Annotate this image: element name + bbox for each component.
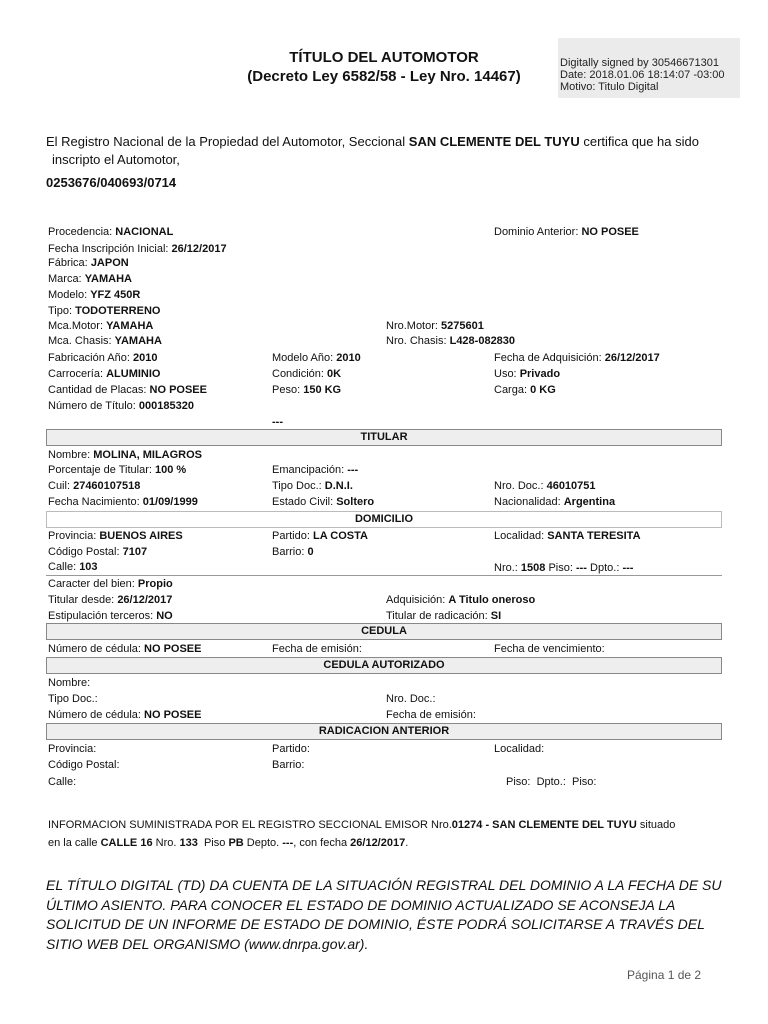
- nro-doc-row: [494, 480, 596, 492]
- estado-civil-row: [272, 496, 374, 508]
- fabrica-row: [48, 257, 129, 269]
- adquisicion-value: A Titulo oneroso: [448, 594, 536, 606]
- cedula-autorizado-header: CEDULA AUTORIZADO: [46, 657, 722, 674]
- cedula-numero-label: Número de cédula:: [48, 643, 141, 655]
- localidad-row: [494, 530, 641, 542]
- signature-line-3: Motivo: Titulo Digital: [560, 81, 659, 93]
- radicacion-anterior-header: RADICACION ANTERIOR: [46, 723, 722, 740]
- footer-fecha: 26/12/2017: [350, 837, 406, 849]
- peso-row: [272, 384, 341, 396]
- nro-piso-dpto-row: [494, 562, 633, 574]
- autorizado-tipo-doc-label: Tipo Doc.:: [48, 693, 98, 705]
- document-subtitle: (Decreto Ley 6582/58 - Ley Nro. 14467): [247, 68, 521, 85]
- footer-en-calle: en la calle: [48, 837, 98, 849]
- provincia-row: [48, 530, 183, 542]
- localidad-label: Localidad:: [494, 530, 545, 542]
- intro-prefix: El Registro Nacional de la Propiedad del Automotor, Seccional: [46, 134, 406, 149]
- signature-line-2: Date: 2018.01.06 18:14:07 -03:00: [560, 69, 725, 81]
- footer-piso: PB: [228, 837, 244, 849]
- signature-line-1: Digitally signed by 30546671301: [560, 57, 720, 69]
- nro-doc-label: Nro. Doc.:: [494, 480, 544, 492]
- carga-row: [494, 384, 556, 396]
- mca-motor-label: Mca.Motor:: [48, 320, 104, 332]
- tipo-doc-row: [272, 480, 353, 492]
- fabricacion-row: [48, 352, 157, 364]
- partido-label: Partido:: [272, 530, 310, 542]
- domicilio-header: DOMICILIO: [46, 511, 722, 528]
- mca-chasis-value: YAMAHA: [114, 335, 162, 347]
- cuil-row: [48, 480, 140, 492]
- caracter-row: [48, 578, 173, 590]
- placas-label: Cantidad de Placas:: [48, 384, 147, 396]
- tipo-row: [48, 305, 160, 317]
- mca-motor-row: [48, 320, 153, 332]
- uso-label: Uso:: [494, 368, 517, 380]
- rad-cp-label: Código Postal:: [48, 759, 120, 771]
- rad-barrio-label: Barrio:: [272, 759, 305, 771]
- page-number: Página 1 de 2: [627, 968, 702, 982]
- titular-nombre-value: MOLINA, MILAGROS: [93, 449, 203, 461]
- carga-label: Carga:: [494, 384, 528, 396]
- barrio-label: Barrio:: [272, 546, 305, 558]
- digital-signature-box: [558, 38, 740, 98]
- rad-localidad-label: Localidad:: [494, 743, 545, 755]
- uso-value: Privado: [519, 368, 561, 380]
- mca-chasis-label: Mca. Chasis:: [48, 335, 112, 347]
- rad-partido-label: Partido:: [272, 743, 310, 755]
- radicacion-row: [386, 610, 501, 622]
- emancipacion-row: [272, 464, 358, 476]
- fecha-adquisicion-label: Fecha de Adquisición:: [494, 352, 602, 364]
- dominio-anterior-value: NO POSEE: [581, 226, 639, 238]
- nro-chasis-value: L428-082830: [449, 335, 516, 347]
- dpto-label: Dpto.:: [590, 562, 620, 574]
- placas-row: [48, 384, 207, 396]
- rad-provincia-label: Provincia:: [48, 743, 97, 755]
- tipo-label: Tipo:: [48, 305, 73, 317]
- modelo-label: Modelo:: [48, 289, 88, 301]
- nro-titulo-row: [48, 400, 194, 412]
- rad-calle-label: Calle:: [48, 776, 77, 788]
- dominio-anterior-label: Dominio Anterior:: [494, 226, 579, 238]
- estipulacion-label: Estipulación terceros:: [48, 610, 154, 622]
- localidad-value: SANTA TERESITA: [547, 530, 641, 542]
- carga-value: 0 KG: [530, 384, 556, 396]
- condicion-value: 0K: [327, 368, 342, 380]
- fecha-inscripcion-row: [48, 243, 227, 255]
- titular-desde-row: [48, 594, 172, 606]
- radicacion-label: Titular de radicación:: [386, 610, 488, 622]
- nro-value: 1508: [520, 562, 546, 574]
- piso-label: Piso:: [548, 562, 573, 574]
- footer-calle: CALLE 16: [100, 837, 153, 849]
- partido-value: LA COSTA: [312, 530, 368, 542]
- nro-chasis-row: [386, 335, 515, 347]
- carroceria-label: Carrocería:: [48, 368, 104, 380]
- autorizado-numero-value: NO POSEE: [144, 709, 202, 721]
- estipulacion-value: NO: [156, 610, 173, 622]
- intro-line-2: inscripto el Automotor,: [52, 152, 180, 167]
- footer-situado: situado: [639, 819, 676, 831]
- radicacion-value: SI: [490, 610, 502, 622]
- footer-end: .: [405, 837, 409, 849]
- fabricacion-value: 2010: [133, 352, 158, 364]
- cedula-header: CEDULA: [46, 623, 722, 640]
- titular-desde-label: Titular desde:: [48, 594, 115, 606]
- nro-doc-value: 46010751: [546, 480, 596, 492]
- fecha-nacimiento-label: Fecha Nacimiento:: [48, 496, 140, 508]
- footer-emisor: 01274 - SAN CLEMENTE DEL TUYU: [451, 819, 637, 831]
- calle-row: [48, 561, 98, 573]
- cuil-value: 27460107518: [73, 480, 141, 492]
- codigo-postal-row: [48, 546, 147, 558]
- nro-motor-label: Nro.Motor:: [386, 320, 438, 332]
- footer-depto: ---: [282, 837, 294, 849]
- intro-line-1: [46, 134, 699, 149]
- nro-motor-row: [386, 320, 484, 332]
- porcentaje-label: Porcentaje de Titular:: [48, 464, 152, 476]
- intro-seccional: SAN CLEMENTE DEL TUYU: [408, 134, 580, 149]
- footer-nro: 133: [179, 837, 198, 849]
- barrio-row: [272, 546, 314, 558]
- fecha-inscripcion-value: 26/12/2017: [171, 243, 227, 255]
- fabrica-label: Fábrica:: [48, 257, 88, 269]
- uso-row: [494, 368, 560, 380]
- adquisicion-label: Adquisición:: [386, 594, 446, 606]
- peso-value: 150 KG: [303, 384, 342, 396]
- tipo-value: TODOTERRENO: [75, 305, 161, 317]
- autorizado-nro-doc-label: Nro. Doc.:: [386, 693, 436, 705]
- footer-depto-label: Depto.: [246, 837, 280, 849]
- barrio-value: 0: [307, 546, 314, 558]
- nro-titulo-value: 000185320: [138, 400, 194, 412]
- fecha-nacimiento-row: [48, 496, 198, 508]
- nacionalidad-label: Nacionalidad:: [494, 496, 561, 508]
- vehicle-dashes: ---: [272, 416, 283, 428]
- fabricacion-label: Fabricación Año:: [48, 352, 130, 364]
- calle-value: 103: [79, 561, 98, 573]
- adquisicion-row: [386, 594, 535, 606]
- procedencia-value: NACIONAL: [115, 226, 174, 238]
- nacionalidad-row: [494, 496, 615, 508]
- cedula-numero-row: [48, 643, 201, 655]
- peso-label: Peso:: [272, 384, 301, 396]
- porcentaje-row: [48, 464, 186, 476]
- nacionalidad-value: Argentina: [563, 496, 616, 508]
- titular-desde-value: 26/12/2017: [117, 594, 173, 606]
- marca-label: Marca:: [48, 273, 82, 285]
- fecha-inscripcion-label: Fecha Inscripción Inicial:: [48, 243, 169, 255]
- autorizado-numero-label: Número de cédula:: [48, 709, 141, 721]
- domicilio-divider: [46, 575, 722, 576]
- nro-chasis-label: Nro. Chasis:: [386, 335, 447, 347]
- fecha-adquisicion-row: [494, 352, 660, 364]
- modelo-row: [48, 289, 140, 301]
- cuil-label: Cuil:: [48, 480, 71, 492]
- provincia-value: BUENOS AIRES: [99, 530, 183, 542]
- marca-value: YAMAHA: [84, 273, 132, 285]
- autorizado-nombre-label: Nombre:: [48, 677, 91, 689]
- tipo-doc-label: Tipo Doc.:: [272, 480, 322, 492]
- fabrica-value: JAPON: [90, 257, 129, 269]
- emancipacion-label: Emancipación:: [272, 464, 345, 476]
- placas-value: NO POSEE: [149, 384, 207, 396]
- carroceria-value: ALUMINIO: [106, 368, 161, 380]
- calle-label: Calle:: [48, 561, 77, 573]
- piso-value: ---: [575, 562, 587, 574]
- footer-piso-label: Piso: [203, 837, 226, 849]
- codigo-postal-value: 7107: [122, 546, 148, 558]
- tipo-doc-value: D.N.I.: [324, 480, 353, 492]
- footer-prefix: INFORMACION SUMINISTRADA POR EL REGISTRO SECCIONAL EMISOR Nro.: [48, 819, 452, 831]
- autorizado-numero-row: [48, 709, 201, 721]
- modelo-value: YFZ 450R: [90, 289, 141, 301]
- cedula-emision-label: Fecha de emisión:: [272, 643, 362, 655]
- vehicle-code: 0253676/040693/0714: [46, 175, 177, 190]
- estado-civil-label: Estado Civil:: [272, 496, 334, 508]
- porcentaje-value: 100 %: [155, 464, 187, 476]
- autorizado-emision-label: Fecha de emisión:: [386, 709, 476, 721]
- modelo-anio-value: 2010: [336, 352, 361, 364]
- partido-row: [272, 530, 368, 542]
- emancipacion-value: ---: [347, 464, 359, 476]
- titular-header: TITULAR: [46, 429, 722, 446]
- procedencia-row: [48, 226, 173, 238]
- legal-notice: EL TÍTULO DIGITAL (TD) DA CUENTA DE LA SITUACIÓN REGISTRAL DEL DOMINIO A LA FECHA DE SU ÚLTIMO ASIENTO. PARA CONOCER EL ESTADO DE DOMINIO ACTUALIZADO SE ACONSEJA LA SOLICITUD DE UN INFORME DE ESTADO DE DOMINIO, ÉSTE PODRÁ SOLICITARSE A TRAVÉS DEL SITIO WEB DEL ORGANISMO (www.dnrpa.gov.ar).: [46, 877, 722, 952]
- cedula-numero-value: NO POSEE: [144, 643, 202, 655]
- fecha-adquisicion-value: 26/12/2017: [604, 352, 660, 364]
- titular-nombre-label: Nombre:: [48, 449, 91, 461]
- rad-piso-dpto-labels: Piso: Dpto.: Piso:: [506, 776, 597, 788]
- condicion-row: [272, 368, 341, 380]
- carroceria-row: [48, 368, 160, 380]
- footer-nro-label: Nro.: [155, 837, 177, 849]
- footer-info-line-2: [48, 837, 408, 849]
- provincia-label: Provincia:: [48, 530, 97, 542]
- mca-motor-value: YAMAHA: [106, 320, 154, 332]
- fecha-nacimiento-value: 01/09/1999: [142, 496, 198, 508]
- nro-label: Nro.:: [494, 562, 518, 574]
- footer-fecha-label: , con fecha: [293, 837, 348, 849]
- modelo-anio-label: Modelo Año:: [272, 352, 334, 364]
- nro-titulo-label: Número de Título:: [48, 400, 136, 412]
- nro-motor-value: 5275601: [441, 320, 484, 332]
- estado-civil-value: Soltero: [336, 496, 375, 508]
- procedencia-label: Procedencia:: [48, 226, 113, 238]
- dpto-value: ---: [622, 562, 634, 574]
- marca-row: [48, 273, 132, 285]
- titular-nombre-row: [48, 449, 202, 461]
- intro-suffix: certifica que ha sido: [583, 134, 699, 149]
- document-title: TÍTULO DEL AUTOMOTOR: [289, 49, 479, 66]
- caracter-label: Caracter del bien:: [48, 578, 135, 590]
- dominio-anterior-row: [494, 226, 639, 238]
- codigo-postal-label: Código Postal:: [48, 546, 120, 558]
- modelo-anio-row: [272, 352, 361, 364]
- caracter-value: Propio: [137, 578, 173, 590]
- condicion-label: Condición:: [272, 368, 324, 380]
- estipulacion-row: [48, 610, 173, 622]
- cedula-vencimiento-label: Fecha de vencimiento:: [494, 643, 605, 655]
- footer-info-line-1: [48, 819, 675, 831]
- mca-chasis-row: [48, 335, 162, 347]
